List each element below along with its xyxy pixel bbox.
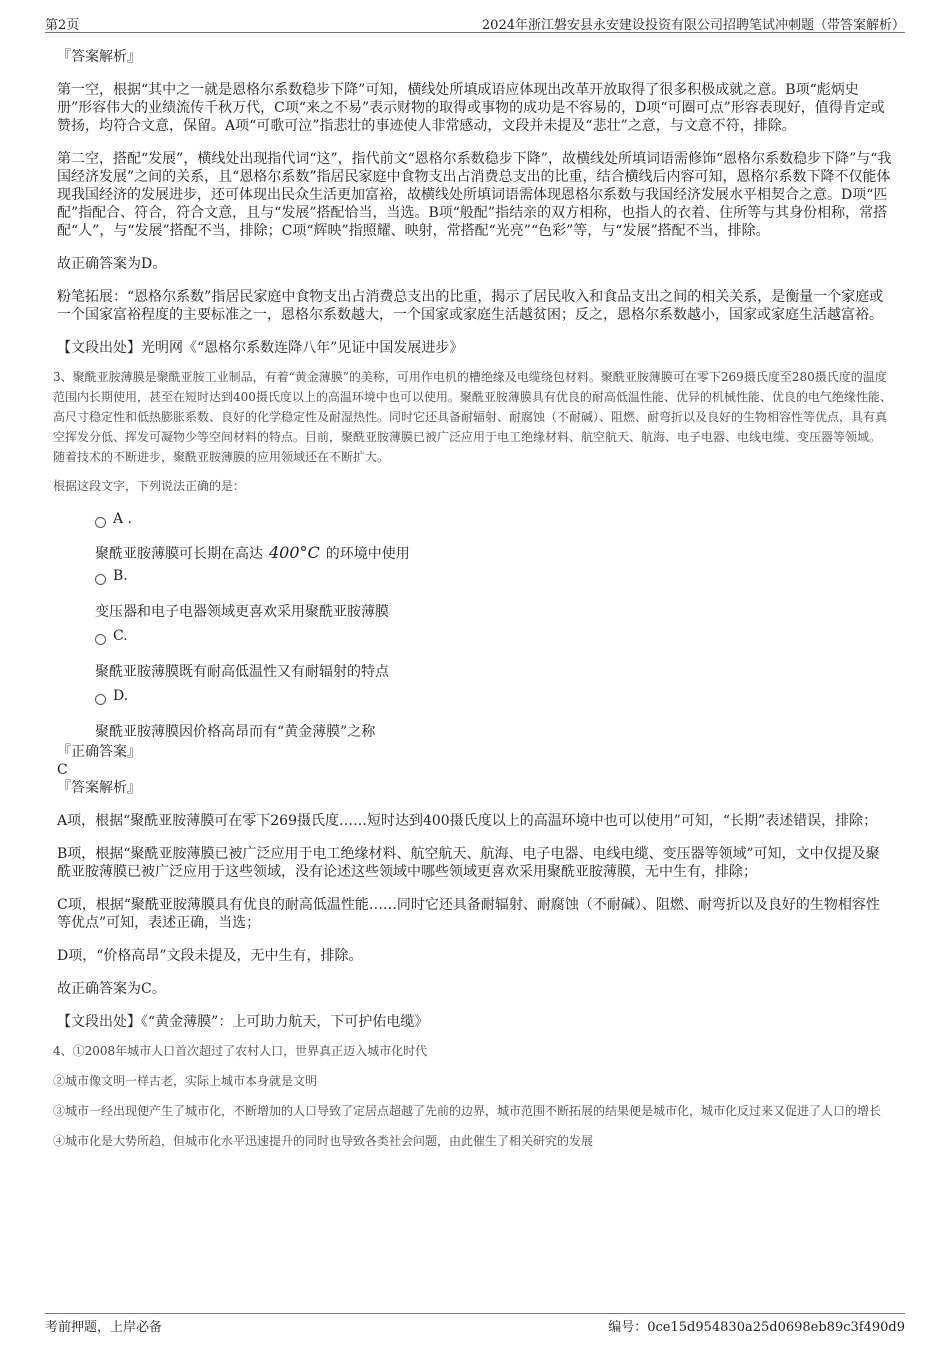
page-footer <box>45 1313 905 1334</box>
document-id: 编号：0ce15d954830a25d0698eb89c3f490d9 <box>608 1320 905 1335</box>
document-title: 2024年浙江磐安县永安建设投资有限公司招聘笔试冲刺题（带答案解析） <box>481 18 905 33</box>
math-expression: 400°C <box>269 543 320 562</box>
extension-note: 粉笔拓展：“恩格尔系数”指居民家庭中食物支出占消费总支出的比重，揭示了居民收入和食品支出之间的相关关系，是衡量一个家庭或一个国家富裕程度的主要标准之一，恩格尔系数越大，一个国家或家庭生活越贫困；反之，恩格尔系数越小，国家或家庭生活越富裕。 <box>57 289 884 323</box>
answer-conclusion: 故正确答案为D。 <box>57 256 167 272</box>
radio-icon[interactable] <box>95 694 106 705</box>
option-text: 聚酰亚胺薄膜既有耐高低温性又有耐辐射的特点 <box>95 664 389 680</box>
correct-answer-label: 『正确答案』 <box>57 744 141 760</box>
option-label: B. <box>113 568 128 584</box>
option-c[interactable] <box>57 627 892 681</box>
option-label: D. <box>113 688 129 704</box>
analysis-paragraph: 第二空，搭配“发展”，横线处出现指代词“这”，指代前文“恩格尔系数稳步下降”，故横线处所填词语需修饰“恩格尔系数稳步下降”与“我国经济发展”之间的关系，且“恩格尔系数”指居民家庭中食物支出占消费总支出的比重，结合横线后内容可知，恩格尔系数下降不仅能体现我国经济的发展进步，还可体现出民众生活更加富裕，故横线处所填词语需体现恩格尔系数与我国经济发展水平相契合之意。D项“匹配”指配合、符合，符合文意，且与“发展”搭配恰当，当选。B项“般配”指结亲的双方相称，也指人的衣着、住所等与其身份相称，常搭配“人”，与“发展”搭配不当，排除；C项“辉映”指照耀、映射，常搭配“光亮”“色彩”等，与“发展”搭配不当，排除。 <box>57 151 892 239</box>
option-text: 变压器和电子电器领域更喜欢采用聚酰亚胺薄膜 <box>95 604 389 620</box>
option-text: 的环境中使用 <box>325 546 410 562</box>
option-label: A . <box>113 511 133 527</box>
question-sentence: ④城市化是大势所趋，但城市化水平迅速提升的同时也导致各类社会问题，由此催生了相关研究的发展 <box>53 1134 594 1148</box>
analysis-paragraph: 第一空，根据“其中之一就是恩格尔系数稳步下降”可知，横线处所填成语应体现出改革开放取得了很多积极成就之意。B项“彪炳史册”形容伟大的业绩流传千秋万代，C项“来之不易”表示财物的取得或事物的成功是不容易的，D项“可圈可点”形容表现好，值得肯定或赞扬，均符合文意，保留。A项“可歌可泣”指悲壮的事迹使人非常感动，文段并未提及“悲壮”之意，与文意不符，排除。 <box>57 82 885 134</box>
analysis-paragraph: D项，“价格高昂”文段未提及，无中生有，排除。 <box>57 948 363 964</box>
radio-icon[interactable] <box>95 517 106 528</box>
option-label: C. <box>113 628 128 644</box>
question-prompt: 根据这段文字，下列说法正确的是： <box>53 479 246 493</box>
analysis-label: 『答案解析』 <box>57 780 141 796</box>
analysis-paragraph: A项，根据“聚酰亚胺薄膜可在零下269摄氏度……短时达到400摄氏度以上的高温环境中也可以使用”可知，“长期”表述错误，排除； <box>57 813 878 829</box>
question-sentence: ②城市像文明一样古老，实际上城市本身就是文明 <box>53 1074 318 1088</box>
analysis-label: 『答案解析』 <box>57 49 141 65</box>
page-number: 第2页 <box>45 18 80 33</box>
answer-conclusion: 故正确答案为C。 <box>57 981 166 997</box>
option-b[interactable] <box>57 567 892 621</box>
option-d[interactable] <box>57 687 892 741</box>
option-text: 聚酰亚胺薄膜可长期在高达 <box>95 546 263 562</box>
source-citation: 【文段出处】光明网《“恩格尔系数连降八年”见证中国发展进步》 <box>57 340 464 356</box>
page-header <box>45 12 905 33</box>
correct-answer: C <box>57 762 68 778</box>
option-a[interactable] <box>57 510 892 563</box>
analysis-paragraph: C项，根据“聚酰亚胺薄膜具有优良的耐高低温性能……同时它还具备耐辐射、耐腐蚀（不耐碱）、阻燃、耐弯折以及良好的生物相容性等优点”可知，表述正确，当选； <box>57 897 880 931</box>
option-text: 聚酰亚胺薄膜因价格高昂而有“黄金薄膜”之称 <box>95 724 376 740</box>
radio-icon[interactable] <box>95 634 106 645</box>
radio-icon[interactable] <box>95 574 106 585</box>
question-sentence: ③城市一经出现便产生了城市化，不断增加的人口导致了定居点超越了先前的边界，城市范围不断拓展的结果便是城市化，城市化反过来又促进了人口的增长 <box>53 1104 882 1118</box>
footer-slogan: 考前押题，上岸必备 <box>45 1320 163 1335</box>
analysis-paragraph: B项，根据“聚酰亚胺薄膜已被广泛应用于电工绝缘材料、航空航天、航海、电子电器、电线电缆、变压器等领域”可知，文中仅提及聚酰亚胺薄膜已被广泛应用于这些领域，没有论述这些领域中哪些领域更喜欢采用聚酰亚胺薄膜，无中生有，排除； <box>57 846 880 880</box>
page-content <box>53 46 892 1151</box>
question-sentence: 4、①2008年城市人口首次超过了农村人口，世界真正迈入城市化时代 <box>53 1044 428 1058</box>
question-text: 3、聚酰亚胺薄膜是聚酰亚胺工业制品，有着“黄金薄膜”的美称，可用作电机的槽绝缘及电缆绕包材料。聚酰亚胺薄膜可在零下269摄氏度至280摄氏度的温度范围内长期使用，甚至在短时达到400摄氏度以上的高温环境中也可以使用。聚酰亚胺薄膜具有优良的耐高低温性能、优异的机械性能、优良的电气绝缘性能、高尺寸稳定性和低热膨胀系数、良好的化学稳定性及耐湿热性。同时它还具备耐辐射、耐腐蚀（不耐碱）、阻燃、耐弯折以及良好的生物相容性等优点，具有真空挥发分低、挥发可凝物少等空间材料的特点。目前，聚酰亚胺薄膜已被广泛应用于电工绝缘材料、航空航天、航海、电子电器、电线电缆、变压器等领域。随着技术的不断进步，聚酰亚胺薄膜的应用领域还在不断扩大。 <box>53 370 892 464</box>
source-citation: 【文段出处】《“黄金薄膜”：上可助力航天，下可护佑电缆》 <box>57 1014 429 1030</box>
